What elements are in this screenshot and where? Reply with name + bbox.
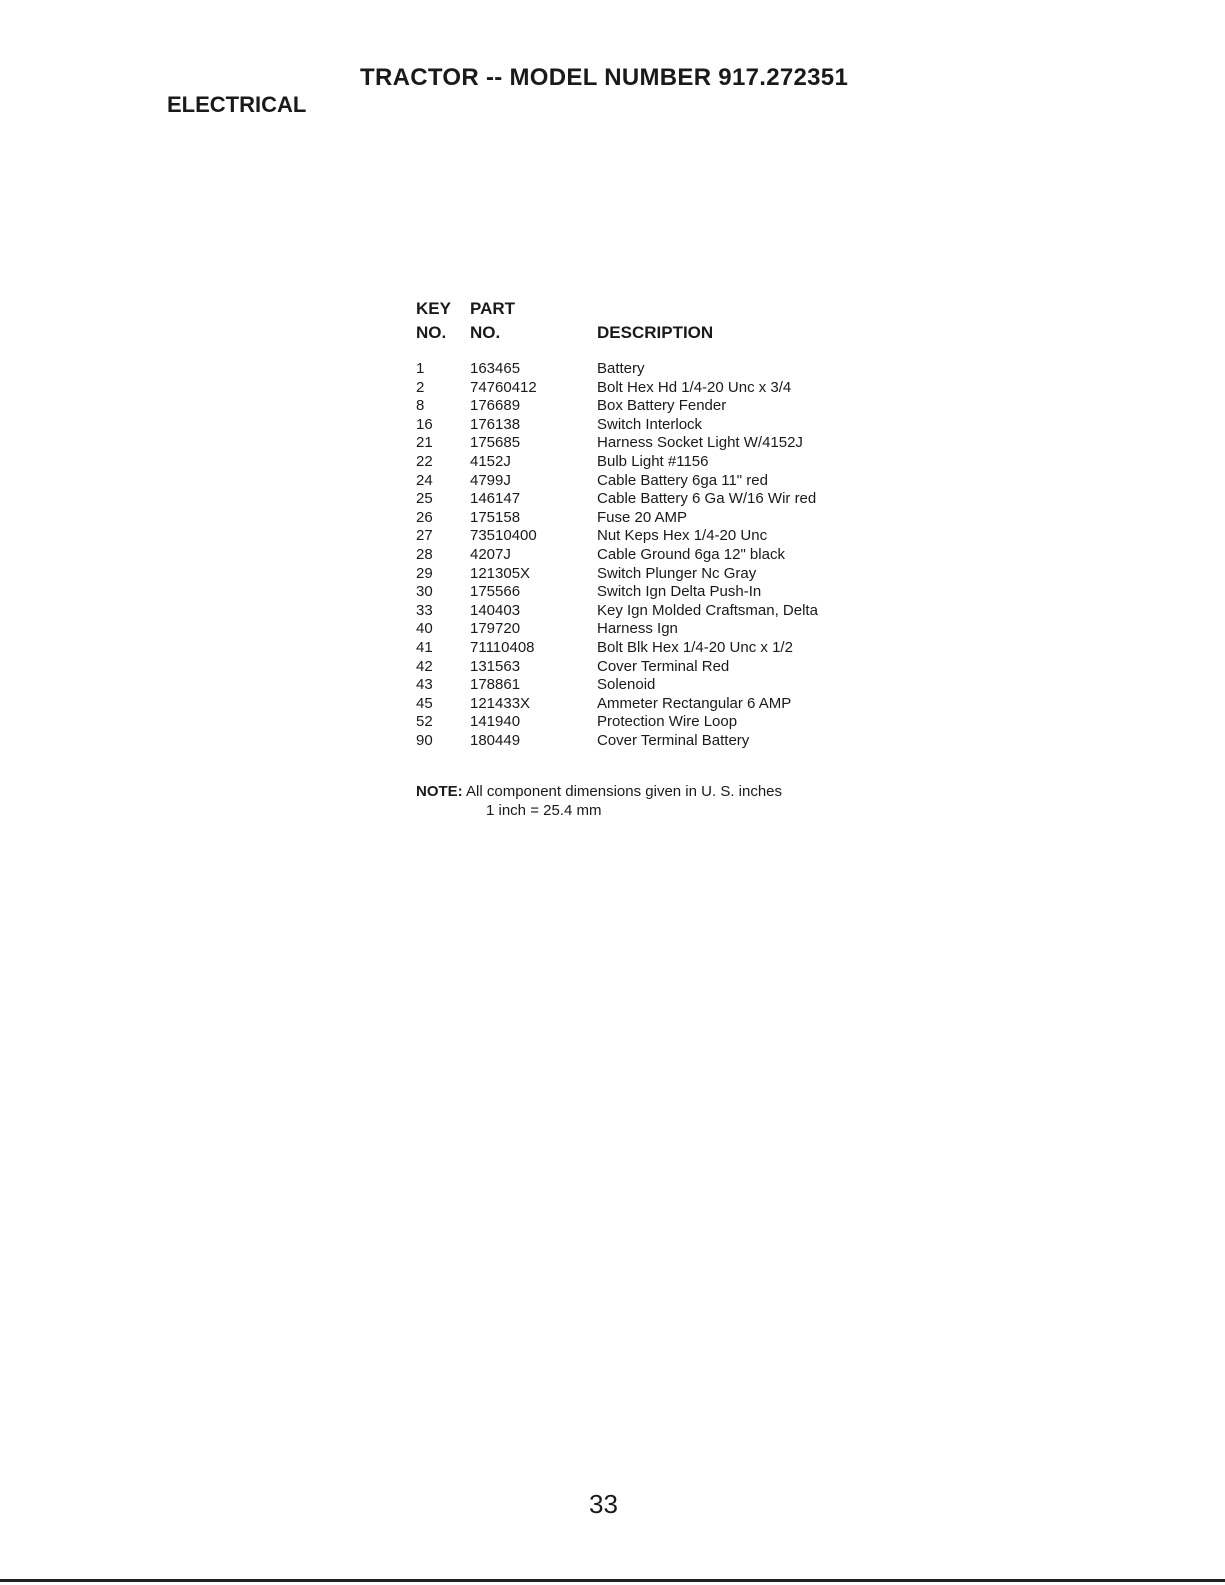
table-row bbox=[0, 583, 1225, 602]
key-number: 27 bbox=[416, 527, 433, 545]
part-description: Bulb Light #1156 bbox=[597, 452, 709, 470]
part-description: Key Ign Molded Craftsman, Delta bbox=[597, 601, 818, 619]
part-description: Fuse 20 AMP bbox=[597, 508, 688, 526]
key-number: 22 bbox=[416, 452, 433, 470]
part-description: Box Battery Fender bbox=[597, 397, 727, 415]
part-number: 176689 bbox=[470, 397, 521, 415]
parts-list bbox=[0, 360, 1225, 750]
part-description: Battery bbox=[597, 360, 645, 377]
header-description: DESCRIPTION bbox=[597, 323, 714, 342]
key-number: 30 bbox=[416, 583, 433, 601]
key-number: 90 bbox=[416, 731, 433, 749]
key-number: 28 bbox=[416, 545, 433, 563]
table-row bbox=[0, 360, 1225, 379]
part-number: 180449 bbox=[470, 731, 521, 749]
part-number: 4207J bbox=[470, 545, 511, 563]
part-description: Harness Ign bbox=[597, 620, 678, 638]
part-description: Cover Terminal Red bbox=[597, 657, 730, 675]
part-number: 175685 bbox=[470, 434, 521, 452]
part-description: Switch Interlock bbox=[597, 415, 703, 433]
table-row bbox=[0, 546, 1225, 565]
part-number: 178861 bbox=[470, 676, 521, 694]
part-description: Cover Terminal Battery bbox=[597, 731, 750, 749]
table-row bbox=[0, 639, 1225, 658]
key-number: 33 bbox=[416, 601, 433, 619]
part-number: 121305X bbox=[470, 564, 531, 582]
header-key: KEY bbox=[416, 299, 451, 318]
key-number: 42 bbox=[416, 657, 433, 675]
key-number: 25 bbox=[416, 490, 433, 508]
table-row bbox=[0, 732, 1225, 751]
header-part-no: NO. bbox=[470, 323, 501, 342]
part-number: 73510400 bbox=[470, 527, 537, 545]
key-number: 45 bbox=[416, 694, 433, 712]
table-row bbox=[0, 490, 1225, 509]
table-row bbox=[0, 676, 1225, 695]
note-label: NOTE: bbox=[416, 783, 463, 800]
table-row bbox=[0, 509, 1225, 528]
part-number: 4152J bbox=[470, 452, 511, 470]
key-number: 24 bbox=[416, 471, 433, 489]
part-number: 176138 bbox=[470, 415, 521, 433]
header-key-no: NO. bbox=[416, 323, 447, 342]
key-number: 2 bbox=[416, 378, 425, 396]
table-row bbox=[0, 397, 1225, 416]
part-number: 141940 bbox=[470, 713, 521, 731]
page-number: 33 bbox=[589, 1489, 618, 1519]
page-bottom-border bbox=[0, 1579, 1225, 1582]
part-description: Nut Keps Hex 1/4-20 Unc bbox=[597, 527, 768, 545]
part-description: Protection Wire Loop bbox=[597, 713, 738, 731]
key-number: 40 bbox=[416, 620, 433, 638]
table-row bbox=[0, 453, 1225, 472]
part-description: Bolt Hex Hd 1/4-20 Unc x 3/4 bbox=[597, 378, 792, 396]
part-description: Ammeter Rectangular 6 AMP bbox=[597, 694, 792, 712]
part-description: Solenoid bbox=[597, 676, 656, 694]
part-number: 163465 bbox=[470, 360, 521, 377]
part-number: 4799J bbox=[470, 471, 511, 489]
part-description: Bolt Blk Hex 1/4-20 Unc x 1/2 bbox=[597, 638, 793, 656]
table-row bbox=[0, 695, 1225, 714]
key-number: 52 bbox=[416, 713, 433, 731]
part-number: 146147 bbox=[470, 490, 521, 508]
part-number: 121433X bbox=[470, 694, 531, 712]
table-row bbox=[0, 527, 1225, 546]
part-description: Switch Plunger Nc Gray bbox=[597, 564, 757, 582]
table-row bbox=[0, 472, 1225, 491]
part-number: 74760412 bbox=[470, 378, 537, 396]
page-number-container bbox=[0, 1489, 1225, 1520]
table-row bbox=[0, 658, 1225, 677]
part-description: Cable Ground 6ga 12" black bbox=[597, 545, 785, 563]
part-number: 175566 bbox=[470, 583, 521, 601]
note bbox=[416, 782, 782, 801]
part-number: 179720 bbox=[470, 620, 521, 638]
table-row bbox=[0, 379, 1225, 398]
table-row bbox=[0, 434, 1225, 453]
section-heading: ELECTRICAL bbox=[167, 92, 307, 117]
table-row bbox=[0, 713, 1225, 732]
table-row bbox=[0, 620, 1225, 639]
part-number: 140403 bbox=[470, 601, 521, 619]
key-number: 8 bbox=[416, 397, 425, 415]
table-row bbox=[0, 416, 1225, 435]
part-description: Cable Battery 6ga 11" red bbox=[597, 471, 768, 489]
key-number: 43 bbox=[416, 676, 433, 694]
page-title: TRACTOR -- MODEL NUMBER 917.272351 bbox=[360, 64, 849, 91]
key-number: 1 bbox=[416, 360, 425, 377]
part-description: Cable Battery 6 Ga W/16 Wir red bbox=[597, 490, 817, 508]
part-description: Harness Socket Light W/4152J bbox=[597, 434, 803, 452]
key-number: 21 bbox=[416, 434, 433, 452]
table-row bbox=[0, 565, 1225, 584]
key-number: 16 bbox=[416, 415, 433, 433]
header-part: PART bbox=[470, 299, 516, 318]
note-conversion: 1 inch = 25.4 mm bbox=[486, 802, 602, 819]
part-number: 71110408 bbox=[470, 638, 535, 656]
part-number: 175158 bbox=[470, 508, 521, 526]
part-number: 131563 bbox=[470, 657, 521, 675]
part-description: Switch Ign Delta Push-In bbox=[597, 583, 762, 601]
note-text: All component dimensions given in U. S. inches bbox=[466, 783, 783, 800]
key-number: 26 bbox=[416, 508, 433, 526]
table-row bbox=[0, 602, 1225, 621]
key-number: 41 bbox=[416, 638, 433, 656]
key-number: 29 bbox=[416, 564, 433, 582]
